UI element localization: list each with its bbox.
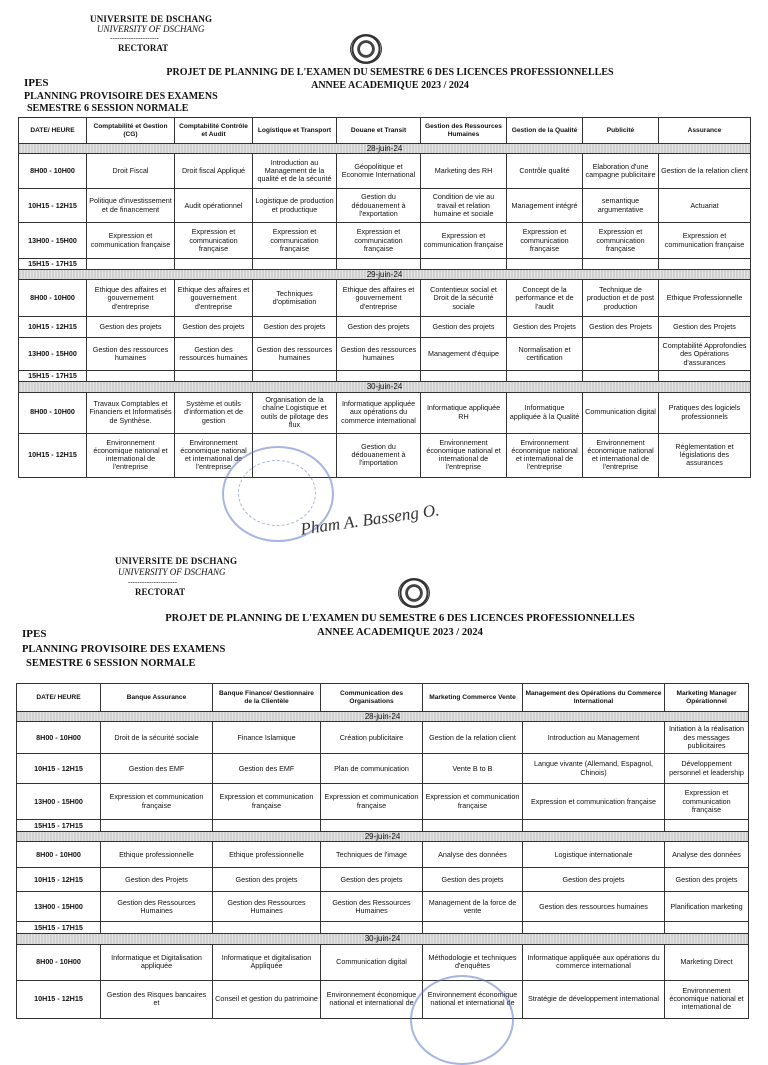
column-header: Banque Assurance bbox=[101, 684, 213, 712]
time-slot: 10H15 - 12H15 bbox=[19, 317, 87, 338]
table-cell: Gestion des ressources humaines bbox=[523, 892, 665, 922]
table-cell bbox=[665, 922, 749, 934]
table-cell: Comptabilité Approfondies des Opérations d'assurances bbox=[659, 338, 751, 371]
table-cell: Ethique des affaires et gouvernement d'entreprise bbox=[337, 280, 421, 317]
time-slot: 8H00 - 10H00 bbox=[19, 154, 87, 189]
table-cell bbox=[583, 338, 659, 371]
table-cell bbox=[175, 259, 253, 270]
column-header: Banque Finance/ Gestionnaire de la Clientèle bbox=[213, 684, 321, 712]
table-cell: Ethique professionnelle bbox=[101, 842, 213, 868]
table-cell: Droit fiscal Appliqué bbox=[175, 154, 253, 189]
table-cell: Environnement économique national et international de l'entreprise bbox=[175, 433, 253, 477]
date-row bbox=[17, 832, 749, 842]
table-cell: Gestion de la relation client bbox=[423, 722, 523, 754]
date-label: 29-juin-24 bbox=[17, 832, 749, 842]
table-cell: Gestion des ressources humaines bbox=[175, 338, 253, 371]
table-cell bbox=[665, 820, 749, 832]
date-row bbox=[19, 382, 751, 392]
table-cell: Contentieux social et Droit de la sécurité sociale bbox=[421, 280, 507, 317]
column-header: Douane et Transit bbox=[337, 118, 421, 144]
table-cell: Expression et communication française bbox=[583, 223, 659, 259]
table-cell bbox=[321, 820, 423, 832]
table-cell: Initiation à la réalisation des messages publicitaires bbox=[665, 722, 749, 754]
table-cell: Politique d'investissement et de financement bbox=[87, 189, 175, 223]
table-cell bbox=[523, 922, 665, 934]
table-cell bbox=[321, 922, 423, 934]
table-cell: Expression et communication française bbox=[507, 223, 583, 259]
time-slot: 10H15 - 12H15 bbox=[19, 189, 87, 223]
table-row bbox=[17, 922, 749, 934]
academic-year: ANNEE ACADEMIQUE 2023 / 2024 bbox=[311, 80, 469, 91]
date-label: 28-juin-24 bbox=[17, 712, 749, 722]
table-cell: Marketing Direct bbox=[665, 944, 749, 980]
table-row bbox=[19, 433, 751, 477]
table-cell: Géopolitique et Economie International bbox=[337, 154, 421, 189]
time-slot: 15H15 - 17H15 bbox=[19, 259, 87, 270]
semester-label: SEMESTRE 6 SESSION NORMALE bbox=[26, 658, 196, 669]
table-cell: Organisation de la chaîne Logistique et outils de pilotage des flux bbox=[253, 392, 337, 433]
institute-label: IPES bbox=[22, 628, 47, 640]
column-header: Gestion de la Qualité bbox=[507, 118, 583, 144]
table-cell: Gestion des projets bbox=[175, 317, 253, 338]
table-cell: Gestion des projets bbox=[213, 868, 321, 892]
table-cell: Gestion des projets bbox=[665, 868, 749, 892]
time-slot: 13H00 - 15H00 bbox=[17, 784, 101, 820]
table-row bbox=[19, 259, 751, 270]
table-row bbox=[19, 317, 751, 338]
table-cell: Condition de vie au travail et relation humaine et sociale bbox=[421, 189, 507, 223]
table-cell bbox=[213, 820, 321, 832]
planning-title: PLANNING PROVISOIRE DES EXAMENS bbox=[22, 644, 226, 655]
table-cell: Droit de la sécurité sociale bbox=[101, 722, 213, 754]
time-slot: 15H15 - 17H15 bbox=[19, 371, 87, 382]
table-cell: Concept de la performance et de l'audit bbox=[507, 280, 583, 317]
signature: Pham A. Basseng O. bbox=[299, 500, 441, 539]
table-cell: Gestion de la relation client bbox=[659, 154, 751, 189]
table-cell: Environnement économique national et international de l'entreprise bbox=[507, 433, 583, 477]
time-slot: 10H15 - 12H15 bbox=[17, 868, 101, 892]
table-cell bbox=[87, 259, 175, 270]
university-seal-logo bbox=[398, 578, 430, 608]
table-row bbox=[17, 980, 749, 1018]
column-header: Management des Opérations du Commerce International bbox=[523, 684, 665, 712]
column-header: Comptabilité et Gestion (CG) bbox=[87, 118, 175, 144]
time-slot: 10H15 - 12H15 bbox=[19, 433, 87, 477]
table-cell: Gestion des projets bbox=[87, 317, 175, 338]
table-cell bbox=[87, 371, 175, 382]
table-row bbox=[19, 371, 751, 382]
table-cell: Ethique professionnelle bbox=[213, 842, 321, 868]
table-cell bbox=[175, 371, 253, 382]
table-cell bbox=[101, 922, 213, 934]
time-slot: 8H00 - 10H00 bbox=[17, 842, 101, 868]
table-cell bbox=[423, 922, 523, 934]
table-cell: Expression et communication française bbox=[101, 784, 213, 820]
table-cell bbox=[659, 371, 751, 382]
table-cell: Gestion des ressources humaines bbox=[337, 338, 421, 371]
table-cell: Création publicitaire bbox=[321, 722, 423, 754]
table-row bbox=[17, 754, 749, 784]
table-cell: Environnement économique national et international de l'entreprise bbox=[421, 433, 507, 477]
planning-title: PLANNING PROVISOIRE DES EXAMENS bbox=[24, 91, 218, 102]
table-cell bbox=[523, 820, 665, 832]
time-slot: 15H15 - 17H15 bbox=[17, 922, 101, 934]
table-cell: Gestion des ressources humaines bbox=[87, 338, 175, 371]
table-cell: Logistique de production et productique bbox=[253, 189, 337, 223]
table-cell: Environnement économique national et international de bbox=[321, 980, 423, 1018]
table-cell: Système et outils d'information et de gestion bbox=[175, 392, 253, 433]
time-slot: 13H00 - 15H00 bbox=[17, 892, 101, 922]
institute-label: IPES bbox=[24, 77, 49, 89]
table-cell: Normalisation et certification bbox=[507, 338, 583, 371]
table-cell: Gestion des projets bbox=[321, 868, 423, 892]
table-cell: Langue vivante (Allemand, Espagnol, Chinois) bbox=[523, 754, 665, 784]
table-cell: Ethique des affaires et gouvernement d'entreprise bbox=[175, 280, 253, 317]
table-row bbox=[19, 189, 751, 223]
table-cell: Gestion des EMF bbox=[101, 754, 213, 784]
header-separator: --------------------- bbox=[110, 34, 159, 42]
table-cell: Expression et communication française bbox=[175, 223, 253, 259]
table-cell: Finance Islamique bbox=[213, 722, 321, 754]
table-cell: Elaboration d'une campagne publicitaire bbox=[583, 154, 659, 189]
table-cell bbox=[213, 922, 321, 934]
table-row bbox=[19, 223, 751, 259]
table-cell: Management intégré bbox=[507, 189, 583, 223]
date-row bbox=[17, 934, 749, 944]
table-cell: Gestion des projets bbox=[337, 317, 421, 338]
university-name-fr: UNIVERSITE DE DSCHANG bbox=[90, 14, 213, 24]
table-cell: Conseil et gestion du patrimoine bbox=[213, 980, 321, 1018]
table-cell: Gestion des Risques bancaires et bbox=[101, 980, 213, 1018]
table-cell: Introduction au Management bbox=[523, 722, 665, 754]
table-cell: Gestion des projets bbox=[523, 868, 665, 892]
table-cell bbox=[583, 259, 659, 270]
table-row bbox=[19, 154, 751, 189]
table-row bbox=[17, 892, 749, 922]
table-cell: Informatique appliquée aux opérations du commerce international bbox=[523, 944, 665, 980]
official-stamp-inner bbox=[238, 460, 316, 526]
table-cell: Logistique internationale bbox=[523, 842, 665, 868]
university-seal-logo bbox=[350, 34, 382, 64]
table-cell: Communication digital bbox=[321, 944, 423, 980]
table-cell: Analyse des données bbox=[665, 842, 749, 868]
table-cell: Analyse des données bbox=[423, 842, 523, 868]
official-stamp bbox=[410, 975, 514, 1065]
table-cell: Expression et communication française bbox=[665, 784, 749, 820]
table-row bbox=[17, 868, 749, 892]
date-label: 30-juin-24 bbox=[17, 934, 749, 944]
header-separator: --------------------- bbox=[128, 578, 177, 586]
table-cell: Gestion des Ressources Humaines bbox=[101, 892, 213, 922]
table-row bbox=[17, 784, 749, 820]
table-cell: Expression et communication française bbox=[659, 223, 751, 259]
exam-schedule-table-2 bbox=[16, 683, 749, 1019]
table-cell: Environnement économique national et international de bbox=[665, 980, 749, 1018]
table-cell bbox=[421, 371, 507, 382]
table-cell: Expression et communication française bbox=[87, 223, 175, 259]
table-cell: Expression et communication française bbox=[523, 784, 665, 820]
time-slot: 8H00 - 10H00 bbox=[19, 280, 87, 317]
table-cell: Planification marketing bbox=[665, 892, 749, 922]
table-cell bbox=[507, 259, 583, 270]
table-row bbox=[17, 944, 749, 980]
table-row bbox=[17, 820, 749, 832]
time-slot: 8H00 - 10H00 bbox=[19, 392, 87, 433]
date-label: 28-juin-24 bbox=[19, 144, 751, 154]
table-cell: Gestion des Projets bbox=[583, 317, 659, 338]
table-cell: Environnement économique national et international de l'entreprise bbox=[87, 433, 175, 477]
table-cell: Expression et communication française bbox=[213, 784, 321, 820]
table-cell: Informatique appliquée aux opérations du commerce international bbox=[337, 392, 421, 433]
column-header: Communication des Organisations bbox=[321, 684, 423, 712]
table-cell: Marketing des RH bbox=[421, 154, 507, 189]
table-cell: Gestion des Ressources Humaines bbox=[213, 892, 321, 922]
table-cell: Expression et communication française bbox=[321, 784, 423, 820]
table-row bbox=[19, 280, 751, 317]
table-row bbox=[19, 392, 751, 433]
table-cell: Informatique appliquée à la Qualité bbox=[507, 392, 583, 433]
rectorat-label: RECTORAT bbox=[135, 587, 186, 597]
table-cell: Gestion des projets bbox=[423, 868, 523, 892]
table-cell bbox=[421, 259, 507, 270]
table-cell bbox=[507, 371, 583, 382]
column-header: Assurance bbox=[659, 118, 751, 144]
table-cell: Ethique des affaires et gouvernement d'entreprise bbox=[87, 280, 175, 317]
table-cell bbox=[101, 820, 213, 832]
table-cell: Pratiques des logiciels professionnels bbox=[659, 392, 751, 433]
date-row bbox=[17, 712, 749, 722]
table-row bbox=[19, 338, 751, 371]
table-cell: Vente B to B bbox=[423, 754, 523, 784]
table-cell: Environnement économique national et international de bbox=[423, 980, 523, 1018]
table-cell bbox=[253, 259, 337, 270]
time-slot: 10H15 - 12H15 bbox=[17, 754, 101, 784]
table-cell: Expression et communication française bbox=[421, 223, 507, 259]
table-cell bbox=[253, 371, 337, 382]
table-cell: Informatique appliquée RH bbox=[421, 392, 507, 433]
table-row bbox=[17, 842, 749, 868]
academic-year: ANNEE ACADEMIQUE 2023 / 2024 bbox=[317, 627, 483, 638]
column-header: Publicité bbox=[583, 118, 659, 144]
date-label: 30-juin-24 bbox=[19, 382, 751, 392]
table-cell: Technique de production et de post production bbox=[583, 280, 659, 317]
table-cell: Contrôle qualité bbox=[507, 154, 583, 189]
table-cell: Gestion des EMF bbox=[213, 754, 321, 784]
date-row bbox=[19, 270, 751, 280]
table-cell: Communication digital bbox=[583, 392, 659, 433]
column-header: DATE/ HEURE bbox=[17, 684, 101, 712]
column-header: Logistique et Transport bbox=[253, 118, 337, 144]
table-cell: Gestion des Projets bbox=[659, 317, 751, 338]
time-slot: 8H00 - 10H00 bbox=[17, 722, 101, 754]
table-cell: Ethique Professionnelle bbox=[659, 280, 751, 317]
table-cell bbox=[337, 371, 421, 382]
date-row bbox=[19, 144, 751, 154]
table-cell: Audit opérationnel bbox=[175, 189, 253, 223]
table-cell: Droit Fiscal bbox=[87, 154, 175, 189]
table-cell: Gestion des projets bbox=[421, 317, 507, 338]
table-cell: Plan de communication bbox=[321, 754, 423, 784]
table-cell: Développement personnel et leadership bbox=[665, 754, 749, 784]
table-cell: Management de la force de vente bbox=[423, 892, 523, 922]
table-cell: Gestion des Ressources Humaines bbox=[321, 892, 423, 922]
exam-title: PROJET DE PLANNING DE L'EXAMEN DU SEMESTRE 6 DES LICENCES PROFESSIONNELLES bbox=[165, 613, 635, 624]
column-header: Marketing Commerce Vente bbox=[423, 684, 523, 712]
table-cell: Informatique et digitalisation Appliquée bbox=[213, 944, 321, 980]
table-cell: Gestion des projets bbox=[253, 317, 337, 338]
table-cell: Méthodologie et techniques d'enquêtes bbox=[423, 944, 523, 980]
column-header: Gestion des Ressources Humaines bbox=[421, 118, 507, 144]
table-cell: Expression et communication française bbox=[337, 223, 421, 259]
table-cell: Techniques d'optimisation bbox=[253, 280, 337, 317]
table-row bbox=[17, 722, 749, 754]
time-slot: 13H00 - 15H00 bbox=[19, 338, 87, 371]
table-cell: Gestion des ressources humaines bbox=[253, 338, 337, 371]
table-cell: Expression et communication française bbox=[253, 223, 337, 259]
table-header-row bbox=[19, 118, 751, 144]
university-name-fr: UNIVERSITE DE DSCHANG bbox=[115, 556, 238, 566]
time-slot: 8H00 - 10H00 bbox=[17, 944, 101, 980]
table-cell: Management d'équipe bbox=[421, 338, 507, 371]
table-header-row bbox=[17, 684, 749, 712]
university-name-en: UNIVERSITY OF DSCHANG bbox=[118, 567, 226, 577]
time-slot: 15H15 - 17H15 bbox=[17, 820, 101, 832]
table-cell: Actuariat bbox=[659, 189, 751, 223]
university-name-en: UNIVERSITY OF DSCHANG bbox=[97, 24, 205, 34]
exam-schedule-table-1 bbox=[18, 117, 751, 478]
time-slot: 13H00 - 15H00 bbox=[19, 223, 87, 259]
table-cell: Gestion des Projets bbox=[507, 317, 583, 338]
table-cell bbox=[337, 259, 421, 270]
semester-label: SEMESTRE 6 SESSION NORMALE bbox=[27, 103, 189, 114]
table-cell: Gestion du dédouanement à l'exportation bbox=[337, 189, 421, 223]
time-slot: 10H15 - 12H15 bbox=[17, 980, 101, 1018]
rectorat-label: RECTORAT bbox=[118, 43, 169, 53]
table-cell: Introduction au Management de la qualité et de la sécurité bbox=[253, 154, 337, 189]
table-cell: Expression et communication française bbox=[423, 784, 523, 820]
table-cell: semantique argumentative bbox=[583, 189, 659, 223]
table-cell: Informatique et Digitalisation appliquée bbox=[101, 944, 213, 980]
table-cell: Travaux Comptables et Financiers et Informatisés de Synthèse. bbox=[87, 392, 175, 433]
column-header: Marketing Manager Opérationnel bbox=[665, 684, 749, 712]
column-header: Comptabilité Contrôle et Audit bbox=[175, 118, 253, 144]
exam-title: PROJET DE PLANNING DE L'EXAMEN DU SEMESTRE 6 DES LICENCES PROFESSIONNELLES bbox=[166, 67, 614, 78]
date-label: 29-juin-24 bbox=[19, 270, 751, 280]
table-cell: Stratégie de développement international bbox=[523, 980, 665, 1018]
table-cell: Environnement économique national et international de l'entreprise bbox=[583, 433, 659, 477]
column-header: DATE/ HEURE bbox=[19, 118, 87, 144]
table-cell: Gestion des Projets bbox=[101, 868, 213, 892]
table-cell: Gestion du dédouanement à l'importation bbox=[337, 433, 421, 477]
table-cell bbox=[583, 371, 659, 382]
table-cell: Réglementation et législations des assurances bbox=[659, 433, 751, 477]
table-cell: Techniques de l'image bbox=[321, 842, 423, 868]
table-cell bbox=[423, 820, 523, 832]
table-cell bbox=[659, 259, 751, 270]
